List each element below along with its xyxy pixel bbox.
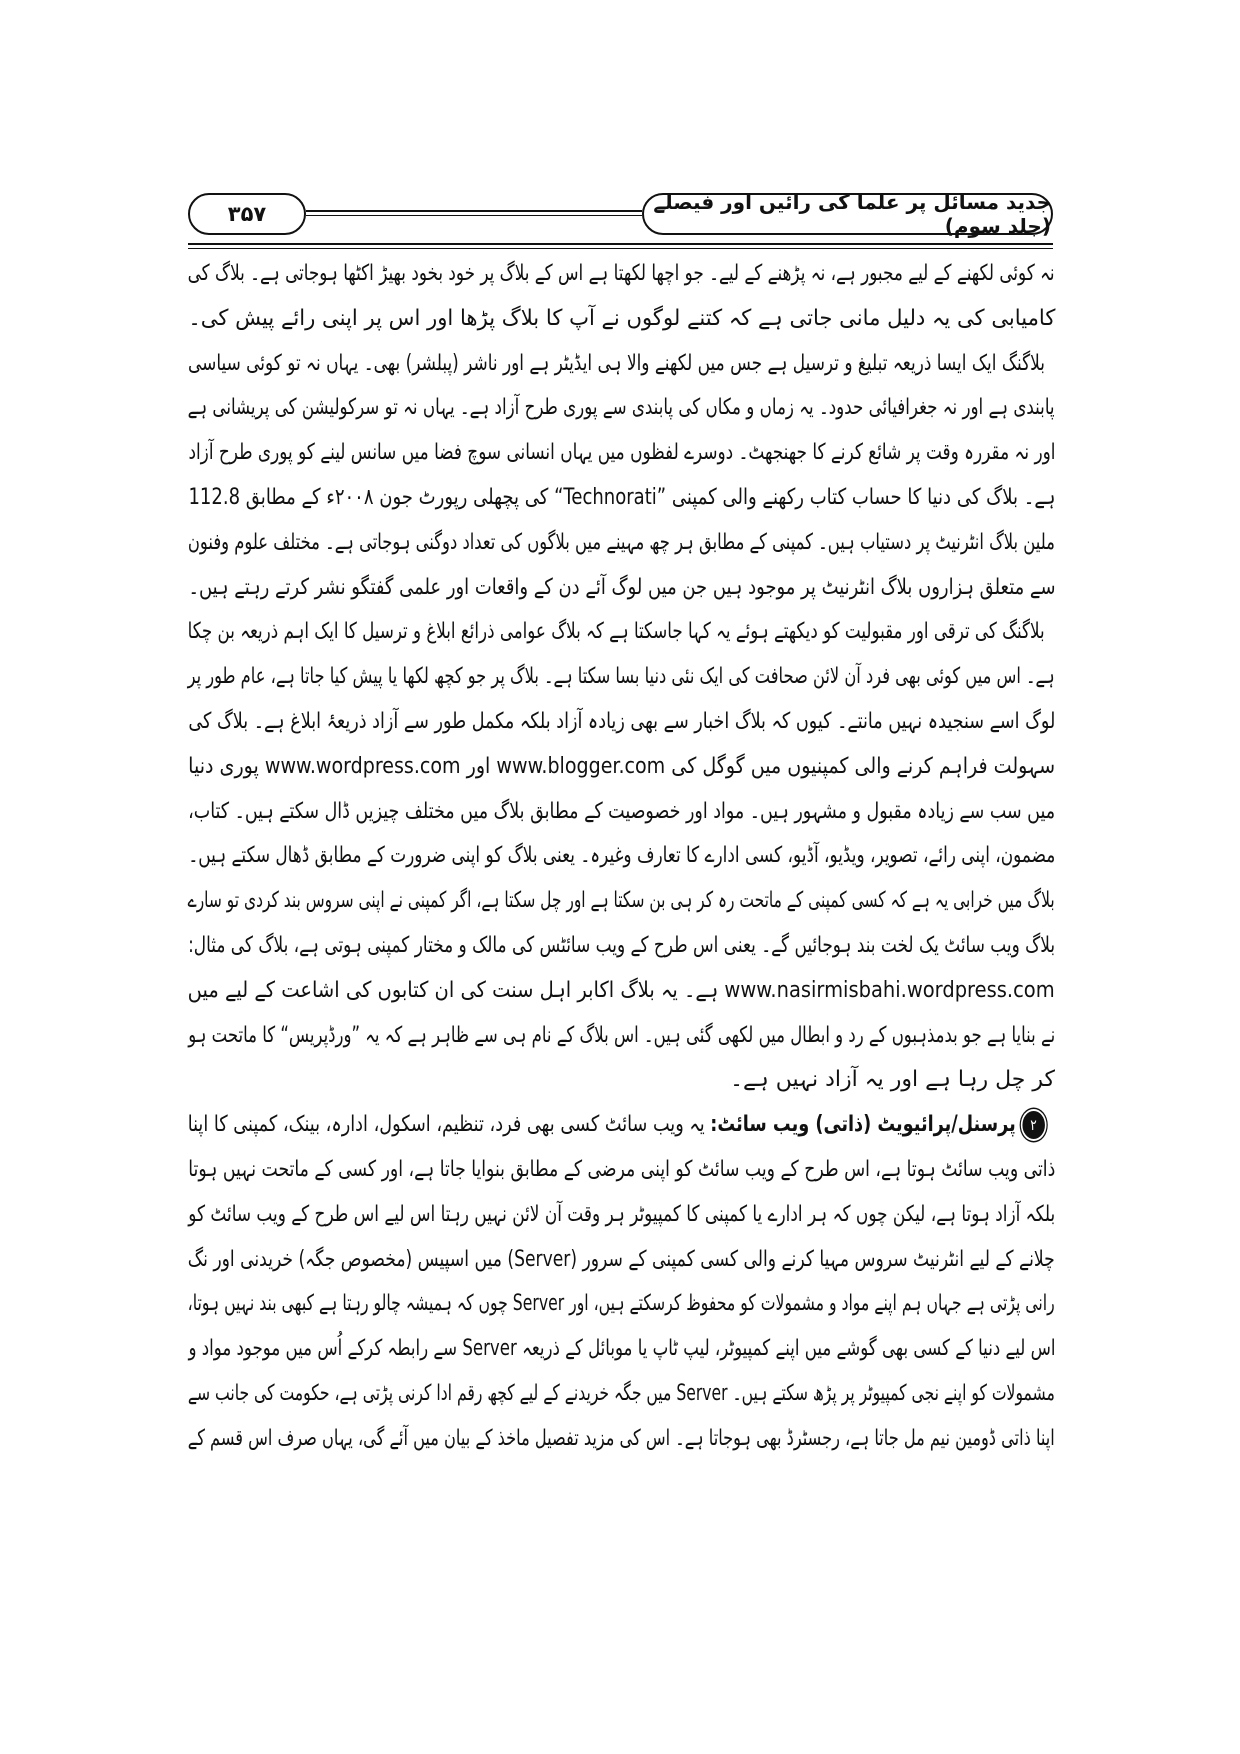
line-content bbox=[188, 924, 1055, 969]
line-text: یہ ویب سائٹ کسی بھی فرد، تنظیم، اسکول، ادارہ، بینک، کمپنی کا اپنا bbox=[188, 1112, 705, 1138]
text-line bbox=[188, 1417, 1055, 1462]
line-text: پابندی ہے اور نہ جغرافیائی حدود۔ یہ زماں و مکاں کی پابندی سے پوری طرح آزاد ہے۔ یہاں نہ تو سرکولیشن کی پریشانی ہے bbox=[188, 395, 1055, 421]
text-line bbox=[188, 610, 1055, 655]
text-line bbox=[188, 700, 1055, 745]
text-line bbox=[188, 1058, 1055, 1103]
text-line bbox=[188, 1282, 1055, 1327]
text-line bbox=[188, 1238, 1055, 1283]
line-text: بلاگنگ ایک ایسا ذریعہ تبلیغ و ترسیل ہے جس میں لکھنے والا ہی ایڈیٹر ہے اور ناشر (پبلشر) بھی۔ یہاں نہ تو کوئی سیاسی bbox=[188, 350, 1045, 376]
line-content bbox=[188, 655, 1055, 700]
line-text: ہے۔ اس میں کوئی بھی فرد آن لائن صحافت کی ایک نئی دنیا بسا سکتا ہے۔ بلاگ پر جو کچھ لکھا یا پیش کیا جاتا ہے، عام طور پر bbox=[188, 664, 1055, 690]
line-text: اپنا ذاتی ڈومین نیم مل جاتا ہے، رجسٹرڈ بھی ہوجاتا ہے۔ اس کی مزید تفصیل ماخذ کے بیان میں آئے گی، یہاں صرف اس قسم کے bbox=[188, 1425, 1055, 1451]
line-content bbox=[188, 1372, 1055, 1417]
text-line bbox=[188, 342, 1055, 387]
line-content bbox=[188, 879, 1055, 924]
line-text: نے بنایا ہے جو بدمذہبوں کے رد و ابطال میں لکھی گئی ہیں۔ اس بلاگ کے نام ہی سے ظاہر ہے کہ یہ ”ورڈپریس“ کا ماتحت ہو bbox=[188, 1022, 1055, 1048]
text-line bbox=[188, 521, 1055, 566]
line-content bbox=[188, 297, 1055, 342]
line-content bbox=[188, 1193, 1055, 1238]
line-text: مشمولات کو اپنے نجی کمپیوٹر پر پڑھ سکتے ہیں۔ Server میں جگہ خریدنے کے لیے کچھ رقم ادا کرنی پڑتی ہے، حکومت کی جانب سے bbox=[188, 1380, 1055, 1406]
text-line bbox=[188, 1193, 1055, 1238]
line-text: میں سب سے زیادہ مقبول و مشہور ہیں۔ مواد اور خصوصیت کے مطابق بلاگ میں مختلف چیزیں ڈال سکتے ہیں۔ کتاب، bbox=[188, 798, 1055, 824]
line-content bbox=[188, 969, 1055, 1014]
line-content bbox=[188, 1014, 1055, 1059]
text-line bbox=[188, 655, 1055, 700]
line-content bbox=[188, 1417, 1055, 1462]
line-text: بلکہ آزاد ہوتا ہے، لیکن چوں کہ ہر ادارے یا کمپنی کا کمپیوٹر ہر وقت آن لائن نہیں رہتا اس لیے اس طرح کے ویب سائٹ کو bbox=[188, 1201, 1055, 1227]
line-text: بلاگ میں خرابی یہ ہے کہ کسی کمپنی کے ماتحت رہ کر ہی بن سکتا ہے اور چل سکتا ہے، اگر کمپنی نے اپنی سروس بند کردی تو سارے bbox=[188, 888, 1055, 914]
text-line bbox=[188, 1372, 1055, 1417]
text-line bbox=[188, 1014, 1055, 1059]
line-content bbox=[188, 252, 1055, 297]
text-line bbox=[188, 969, 1055, 1014]
line-text: کامیابی کی یہ دلیل مانی جاتی ہے کہ کتنے لوگوں نے آپ کا بلاگ پڑھا اور اس پر اپنی رائے پیش کی۔ bbox=[188, 305, 1055, 331]
line-content bbox=[730, 1058, 1055, 1103]
line-content bbox=[188, 1103, 1045, 1148]
text-line bbox=[188, 252, 1055, 297]
line-content bbox=[188, 476, 1055, 521]
header-bottom-rule bbox=[188, 243, 1053, 249]
line-content bbox=[188, 1238, 1055, 1283]
line-text: مضمون، اپنی رائے، تصویر، ویڈیو، آڈیو، کسی ادارے کا تعارف وغیرہ۔ یعنی بلاگ کو اپنی ضرورت کے مطابق ڈھال سکتے ہیں۔ bbox=[188, 843, 1055, 869]
line-text: نہ کوئی لکھنے کے لیے مجبور ہے، نہ پڑھنے کے لیے۔ جو اچھا لکھتا ہے اس کے بلاگ پر خود بخود بھیڑ اکٹھا ہوجاتی ہے۔ بلاگ کی bbox=[188, 261, 1055, 286]
text-line bbox=[188, 1327, 1055, 1372]
line-content bbox=[188, 521, 1055, 566]
line-text: بلاگ ویب سائٹ یک لخت بند ہوجائیں گے۔ یعنی اس طرح کے ویب سائٹس کی مالک و مختار کمپنی ہوتی ہے، بلاگ کی مثال: bbox=[188, 932, 1055, 958]
header-double-rule bbox=[306, 210, 642, 216]
line-content bbox=[188, 386, 1055, 431]
line-text: بلاگنگ کی ترقی اور مقبولیت کو دیکھتے ہوئے یہ کہا جاسکتا ہے کہ بلاگ عوامی ذرائع ابلاغ و ترسیل کا ایک اہم ذریعہ بن چکا bbox=[188, 619, 1045, 645]
text-line bbox=[188, 476, 1055, 521]
line-content bbox=[188, 790, 1055, 835]
line-text: اور نہ مقررہ وقت پر شائع کرنے کا جھنجھٹ۔ دوسرے لفظوں میں یہاں انسانی سوچ فضا میں سانس لینے کو پوری طرح آزاد bbox=[188, 440, 1055, 466]
text-line bbox=[188, 879, 1055, 924]
section-number-badge: ۲ bbox=[1023, 1111, 1045, 1139]
line-content bbox=[188, 431, 1055, 476]
running-title bbox=[642, 190, 1053, 238]
text-line bbox=[188, 745, 1055, 790]
line-content bbox=[188, 700, 1055, 745]
page-number-box bbox=[188, 193, 306, 235]
page-number: ۳۵۷ bbox=[227, 202, 267, 226]
line-content bbox=[188, 745, 1055, 790]
line-content bbox=[188, 834, 1055, 879]
line-text: کر چل رہا ہے اور یہ آزاد نہیں ہے۔ bbox=[730, 1067, 1055, 1093]
book-title: جدید مسائل پر علما کی رائیں اور فیصلے (جلد سوم) bbox=[653, 190, 1051, 238]
section-heading-line bbox=[188, 1103, 1055, 1148]
line-text: سہولت فراہم کرنے والی کمپنیوں میں گوگل کی www.blogger.com اور www.wordpress.com پوری دنیا bbox=[188, 753, 1055, 779]
line-text: چلانے کے لیے انٹرنیٹ سروس مہیا کرنے والی کسی کمپنی کے سرور (Server) میں اسپیس (مخصوص جگہ) خریدنی اور نگ bbox=[188, 1246, 1055, 1272]
text-line bbox=[188, 834, 1055, 879]
line-content bbox=[188, 1282, 1055, 1327]
text-line bbox=[188, 566, 1055, 611]
line-text: سے متعلق ہزاروں بلاگ انٹرنیٹ پر موجود ہیں جن میں لوگ آئے دن کے واقعات اور علمی گفتگو نشر کرتے رہتے ہیں۔ bbox=[188, 574, 1055, 600]
body-text bbox=[188, 252, 1055, 1462]
section-heading: پرسنل/پرائیویٹ (ذاتی) ویب سائٹ: bbox=[710, 1112, 1017, 1138]
text-line bbox=[188, 924, 1055, 969]
text-line bbox=[188, 790, 1055, 835]
line-content bbox=[188, 342, 1045, 387]
line-content bbox=[188, 1148, 1055, 1193]
line-text: رانی پڑتی ہے جہاں ہم اپنے مواد و مشمولات کو محفوظ کرسکتے ہیں، اور Server چوں کہ ہمیشہ چالو رہتا ہے کبھی بند نہیں ہوتا، bbox=[188, 1291, 1055, 1317]
text-line bbox=[188, 431, 1055, 476]
text-line bbox=[188, 297, 1055, 342]
text-line bbox=[188, 1148, 1055, 1193]
line-text: www.nasirmisbahi.wordpress.com ہے۔ یہ بلاگ اکابر اہل سنت کی ان کتابوں کی اشاعت کے لیے میں bbox=[188, 977, 1055, 1003]
text-line bbox=[188, 386, 1055, 431]
line-content bbox=[188, 566, 1055, 611]
line-text: ملین بلاگ انٹرنیٹ پر دستیاب ہیں۔ کمپنی کے مطابق ہر چھ مہینے میں بلاگوں کی تعداد دوگنی ہوجاتی ہے۔ مختلف علوم وفنون bbox=[188, 529, 1055, 555]
line-text: لوگ اسے سنجیدہ نہیں مانتے۔ کیوں کہ بلاگ اخبار سے بھی زیادہ آزاد بلکہ مکمل طور سے آزاد ذریعۂ ابلاغ ہے۔ بلاگ کی bbox=[188, 708, 1055, 734]
line-text: ہے۔ بلاگ کی دنیا کا حساب کتاب رکھنے والی کمپنی ”Technorati“ کی پچھلی رپورٹ جون ۲۰۰۸ء کے مطابق 112.8 bbox=[188, 484, 1055, 510]
line-content bbox=[188, 1327, 1055, 1372]
line-text: اس لیے دنیا کے کسی بھی گوشے میں اپنے کمپیوٹر، لیپ ٹاپ یا موبائل کے ذریعہ Server سے رابطہ کرکے اُس میں موجود مواد و bbox=[188, 1336, 1055, 1362]
line-text: ذاتی ویب سائٹ ہوتا ہے، اس طرح کے ویب سائٹ کو اپنی مرضی کے مطابق بنوایا جاتا ہے، اور کسی کے ماتحت نہیں ہوتا bbox=[188, 1156, 1055, 1182]
line-content bbox=[188, 610, 1045, 655]
